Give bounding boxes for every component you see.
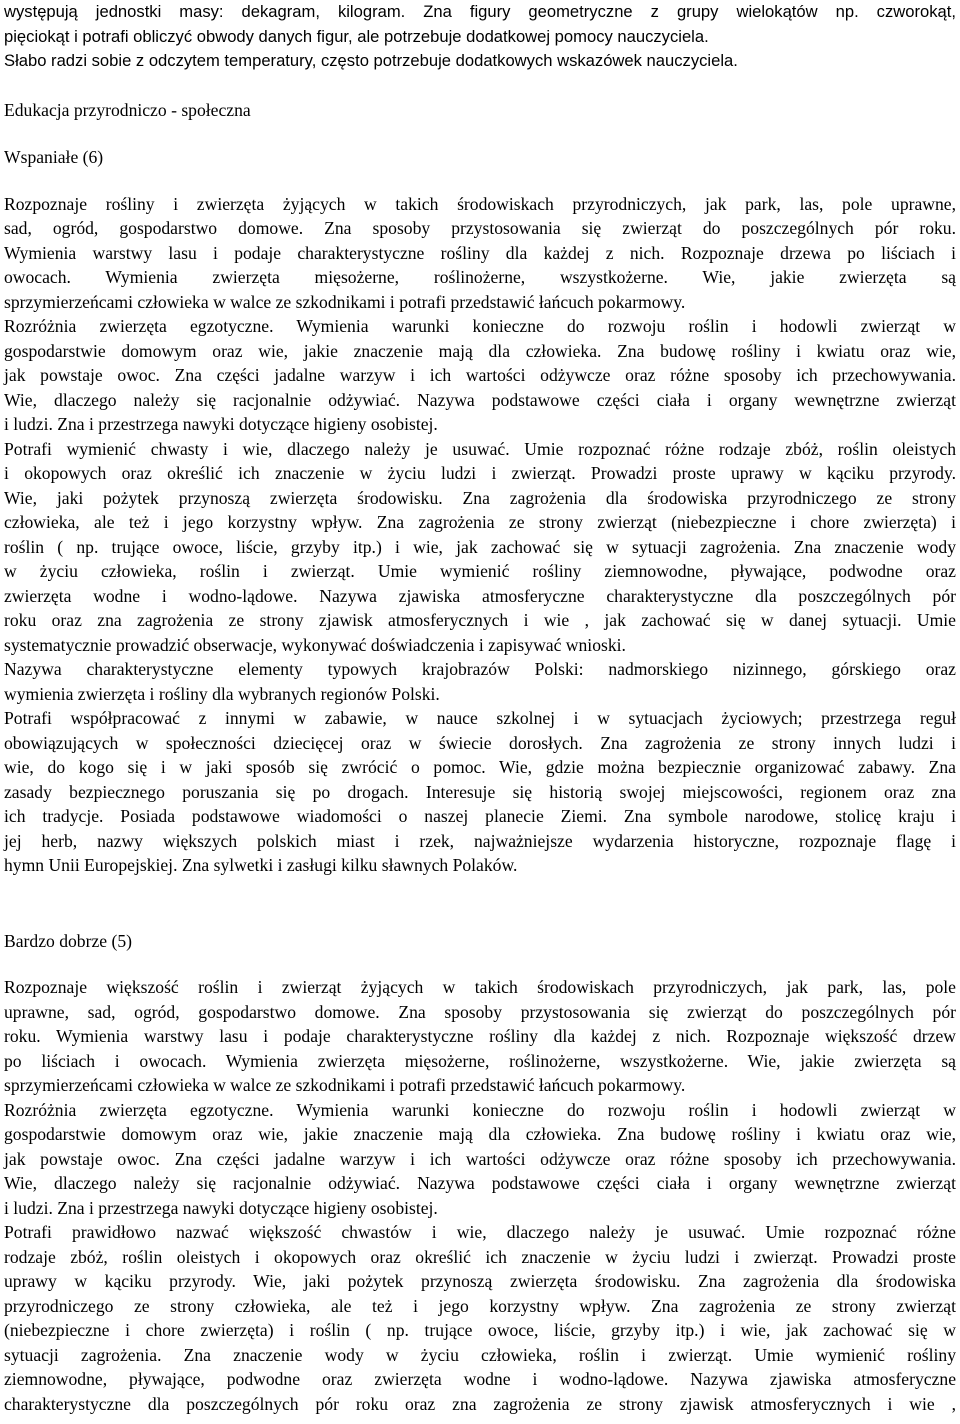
text-line: ich tradycje. Posiada podstawowe wiadomości o naszej planecie Ziemi. Zna symbole narodowe, stolicę kraju i [4, 806, 956, 826]
text-line: Potrafi prawidłowo nazwać większość chwastów i wie, dlaczego należy je usuwać. Umie rozpoznać różne [4, 1222, 956, 1242]
text-line: roku. Wymienia warstwy lasu i podaje charakterystyczne rośliny dla każdej z nich. Rozpoznaje większość drzew [4, 1026, 956, 1046]
text-line: wymienia zwierzęta i rośliny dla wybranych regionów Polski. [4, 683, 440, 704]
text-line: i ludzi. Zna i przestrzega nawyki dotyczące higieny osobistej. [4, 414, 438, 434]
text-line: i ludzi. Zna i przestrzega nawyki dotyczące higieny osobistej. [4, 1197, 438, 1218]
text-line: rodzaje zbóż, roślin oleistych i okopowych oraz określić ich znaczenie w życiu ludzi i zwierząt. Prowadzi proste [4, 1246, 956, 1267]
document-page [4, 0, 956, 1416]
grade-5-heading: Bardzo dobrze (5) [4, 930, 132, 951]
text-line: uprawne, sad, ogród, gospodarstwo domowe. Zna sposoby przystosowania się zwierząt do poszczególnych pór [4, 1001, 956, 1022]
text-line: przyrodniczego ze strony człowieka, ale też i jego korzystny wpływ. Zna zagrożenia ze strony zwierząt [4, 1295, 956, 1316]
text-line: ziemnowodne, pływające, podwodne oraz zwierzęta wodne i wodno-lądowe. Nazywa zjawiska atmosferyczne [4, 1369, 956, 1389]
text-line: występują jednostki masy: dekagram, kilogram. Zna figury geometryczne z grupy wielokątów np. czworokąt, [4, 2, 956, 21]
text-line: Wymienia warstwy lasu i podaje charakterystyczne rośliny dla każdej z nich. Rozpoznaje drzewa po liściach i [4, 242, 956, 263]
text-line: i okopowych oraz określić ich znaczenie w życiu ludzi i zwierząt. Prowadzi proste uprawy w kąciku przyrody. [4, 463, 956, 483]
text-line: jej herb, nazwy większych polskich miast i rzek, najważniejsze wydarzenia historyczne, rozpoznaje flagę i [4, 830, 956, 851]
text-line: Rozpoznaje rośliny i zwierzęta żyjących w takich środowiskach przyrodniczych, jak park, las, pole uprawne, [4, 193, 956, 214]
text-line: zwierzęta wodne i wodno-lądowe. Nazywa zjawiska atmosferyczne charakterystyczne dla poszczególnych pór [4, 585, 956, 606]
text-line: gospodarstwie domowym oraz wie, jakie znaczenie mają dla człowieka. Zna budowę rośliny i kwiatu oraz wie, [4, 340, 956, 361]
text-line: (niebezpieczne i chore zwierzęta) i roślin ( np. trujące owoce, liście, grzyby itp.) i wie, jak zachować się w [4, 1320, 956, 1340]
text-line: Rozróżnia zwierzęta egzotyczne. Wymienia warunki konieczne do rozwoju roślin i hodowli zwierząt w [4, 316, 956, 336]
grade-5-paragraph [4, 975, 956, 1416]
text-line: Potrafi wymienić chwasty i wie, dlaczego należy je usuwać. Umie rozpoznać różne rodzaje zbóż, roślin oleistych [4, 438, 956, 459]
text-line: jak powstaje owoc. Zna części jadalne warzyw i ich wartości odżywcze oraz różne sposoby ich przechowywania. [4, 1148, 956, 1169]
text-line: uprawy w kąciku przyrody. Wie, jaki pożytek przynoszą zwierzęta środowisku. Zna zagrożenia dla środowiska [4, 1271, 956, 1291]
text-line: hymn Unii Europejskiej. Zna sylwetki i zasługi kilku sławnych Polaków. [4, 855, 518, 875]
text-line: Wie, dlaczego należy się racjonalnie odżywiać. Nazywa podstawowe części ciała i organy wewnętrzne zwierząt [4, 1173, 956, 1193]
text-line: Rozróżnia zwierzęta egzotyczne. Wymienia warunki konieczne do rozwoju roślin i hodowli zwierząt w [4, 1099, 956, 1120]
text-line: Wie, dlaczego należy się racjonalnie odżywiać. Nazywa podstawowe części ciała i organy wewnętrzne zwierząt [4, 389, 956, 410]
text-line: sprzymierzeńcami człowieka w walce ze szkodnikami i potrafi przedstawić łańcuch pokarmowy. [4, 291, 686, 312]
grade-6-paragraph [4, 192, 956, 878]
text-line: obowiązujących w społeczności dziecięcej oraz w świecie dorosłych. Zna zagrożenia ze strony innych ludzi i [4, 732, 956, 753]
text-line: roślin ( np. trujące owoce, liście, grzyby itp.) i wie, jak zachować się w sytuacji zagrożenia. Zna znaczenie wody [4, 536, 956, 557]
text-line: Nazywa charakterystyczne elementy typowych krajobrazów Polski: nadmorskiego nizinnego, górskiego oraz [4, 659, 956, 679]
text-line: jak powstaje owoc. Zna części jadalne warzyw i ich wartości odżywcze oraz różne sposoby ich przechowywania. [4, 365, 956, 385]
text-line: człowieka, ale też i jego korzystny wpływ. Zna zagrożenia ze strony zwierząt (niebezpieczne i chore zwierzęta) i [4, 512, 956, 532]
text-line: pięciokąt i potrafi obliczyć obwody danych figur, ale potrzebuje dodatkowej pomocy nauczyciela. [4, 26, 709, 46]
text-line: sytuacji zagrożenia. Zna znaczenie wody w życiu człowieka, roślin i zwierząt. Umie wymienić rośliny [4, 1344, 956, 1365]
text-line: roku oraz zna zagrożenia ze strony zjawisk atmosferycznych i wie , jak zachować się w danej sytuacji. Umie [4, 610, 956, 630]
text-line: Słabo radzi sobie z odczytem temperatury, często potrzebuje dodatkowych wskazówek nauczyciela. [4, 51, 738, 70]
text-line: zasady bezpiecznego poruszania się po drogach. Interesuje się historią swojej miejscowości, regionem oraz zna [4, 781, 956, 802]
text-line: sad, ogród, gospodarstwo domowe. Zna sposoby przystosowania się zwierząt do poszczególnych pór roku. [4, 218, 956, 238]
intro-paragraph [4, 0, 956, 74]
text-line: owocach. Wymienia zwierzęta mięsożerne, roślinożerne, wszystkożerne. Wie, jakie zwierzęta są [4, 267, 956, 287]
text-line: Wie, jaki pożytek przynoszą zwierzęta środowisku. Zna zagrożenia dla środowiska przyrodniczego ze strony [4, 487, 956, 508]
grade-6-heading: Wspaniałe (6) [4, 147, 104, 167]
text-line: charakterystyczne dla poszczególnych pór roku oraz zna zagrożenia ze strony zjawisk atmosferycznych i wie , [4, 1393, 956, 1414]
text-line: Potrafi współpracować z innymi w zabawie, w nauce szkolnej i w sytuacjach życiowych; przestrzega reguł [4, 708, 956, 728]
text-line: Rozpoznaje większość roślin i zwierząt żyjących w takich środowiskach przyrodniczych, jak park, las, pole [4, 977, 956, 997]
text-line: systematycznie prowadzić obserwacje, wykonywać doświadczenia i zapisywać wnioski. [4, 634, 626, 655]
text-line: po liściach i owocach. Wymienia zwierzęta mięsożerne, roślinożerne, wszystkożerne. Wie, jakie zwierzęta są [4, 1050, 956, 1071]
text-line: w życiu człowieka, roślin i zwierząt. Umie wymienić rośliny ziemnowodne, pływające, podwodne oraz [4, 561, 956, 581]
text-line: wie, do kogo się i w jaki sposób się zwrócić o pomoc. Wie, gdzie można bezpiecznie organizować zabawy. Zna [4, 757, 956, 777]
text-line: sprzymierzeńcami człowieka w walce ze szkodnikami i potrafi przedstawić łańcuch pokarmowy. [4, 1075, 686, 1095]
text-line: gospodarstwie domowym oraz wie, jakie znaczenie mają dla człowieka. Zna budowę rośliny i kwiatu oraz wie, [4, 1124, 956, 1144]
section-title: Edukacja przyrodniczo - społeczna [4, 99, 251, 120]
